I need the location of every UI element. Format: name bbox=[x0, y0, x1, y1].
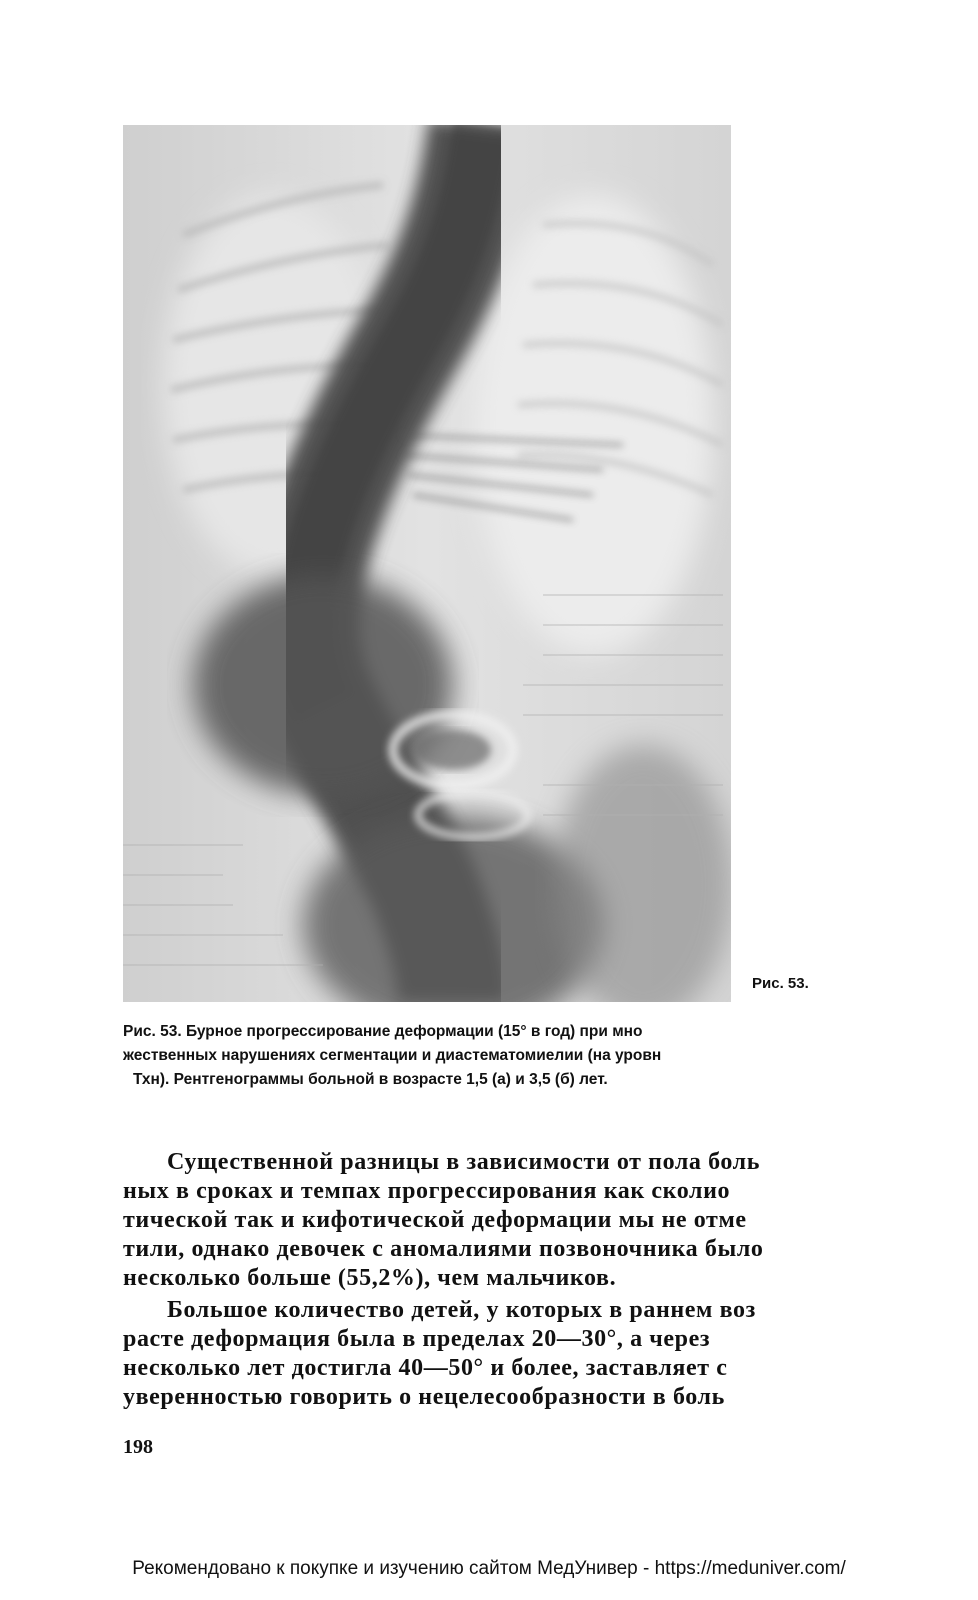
figure-tag: Рис. 53. bbox=[752, 975, 809, 992]
paragraph-line: несколько лет достигла 40—50° и более, заставляет с bbox=[123, 1355, 728, 1381]
paragraph-line: ных в сроках и темпах прогрессирования как сколио bbox=[123, 1178, 731, 1204]
paragraph-line: Большое количество детей, у которых в раннем воз bbox=[167, 1297, 756, 1323]
spine-radiograph bbox=[123, 125, 731, 1002]
footer-note: Рекомендовано к покупке и изучению сайтом МедУнивер - https://meduniver.com/ bbox=[132, 1558, 846, 1579]
paragraph-line: несколько больше (55,2%), чем мальчиков. bbox=[123, 1265, 617, 1291]
caption-line: жественных нарушениях сегментации и диастематомиелии (на уровн bbox=[123, 1047, 662, 1064]
caption-line: Рис. 53. Бурное прогрессирование деформации (15° в год) при мно bbox=[123, 1023, 643, 1040]
paragraph-line: Существенной разницы в зависимости от пола боль bbox=[167, 1149, 761, 1175]
figure-caption bbox=[123, 1020, 843, 1092]
caption-line: Тхн). Рентгенограммы больной в возрасте 1,5 (а) и 3,5 (б) лет. bbox=[133, 1071, 608, 1088]
paragraph-line: расте деформация была в пределах 20—30°, а через bbox=[123, 1326, 711, 1352]
paragraph-line: тили, однако девочек с аномалиями позвоночника было bbox=[123, 1236, 764, 1262]
paragraph-line: тической так и кифотической деформации мы не отме bbox=[123, 1207, 747, 1233]
page-number: 198 bbox=[123, 1436, 153, 1458]
body-text bbox=[123, 1148, 853, 1412]
paragraph-line: уверенностью говорить о нецелесообразности в боль bbox=[123, 1384, 725, 1410]
